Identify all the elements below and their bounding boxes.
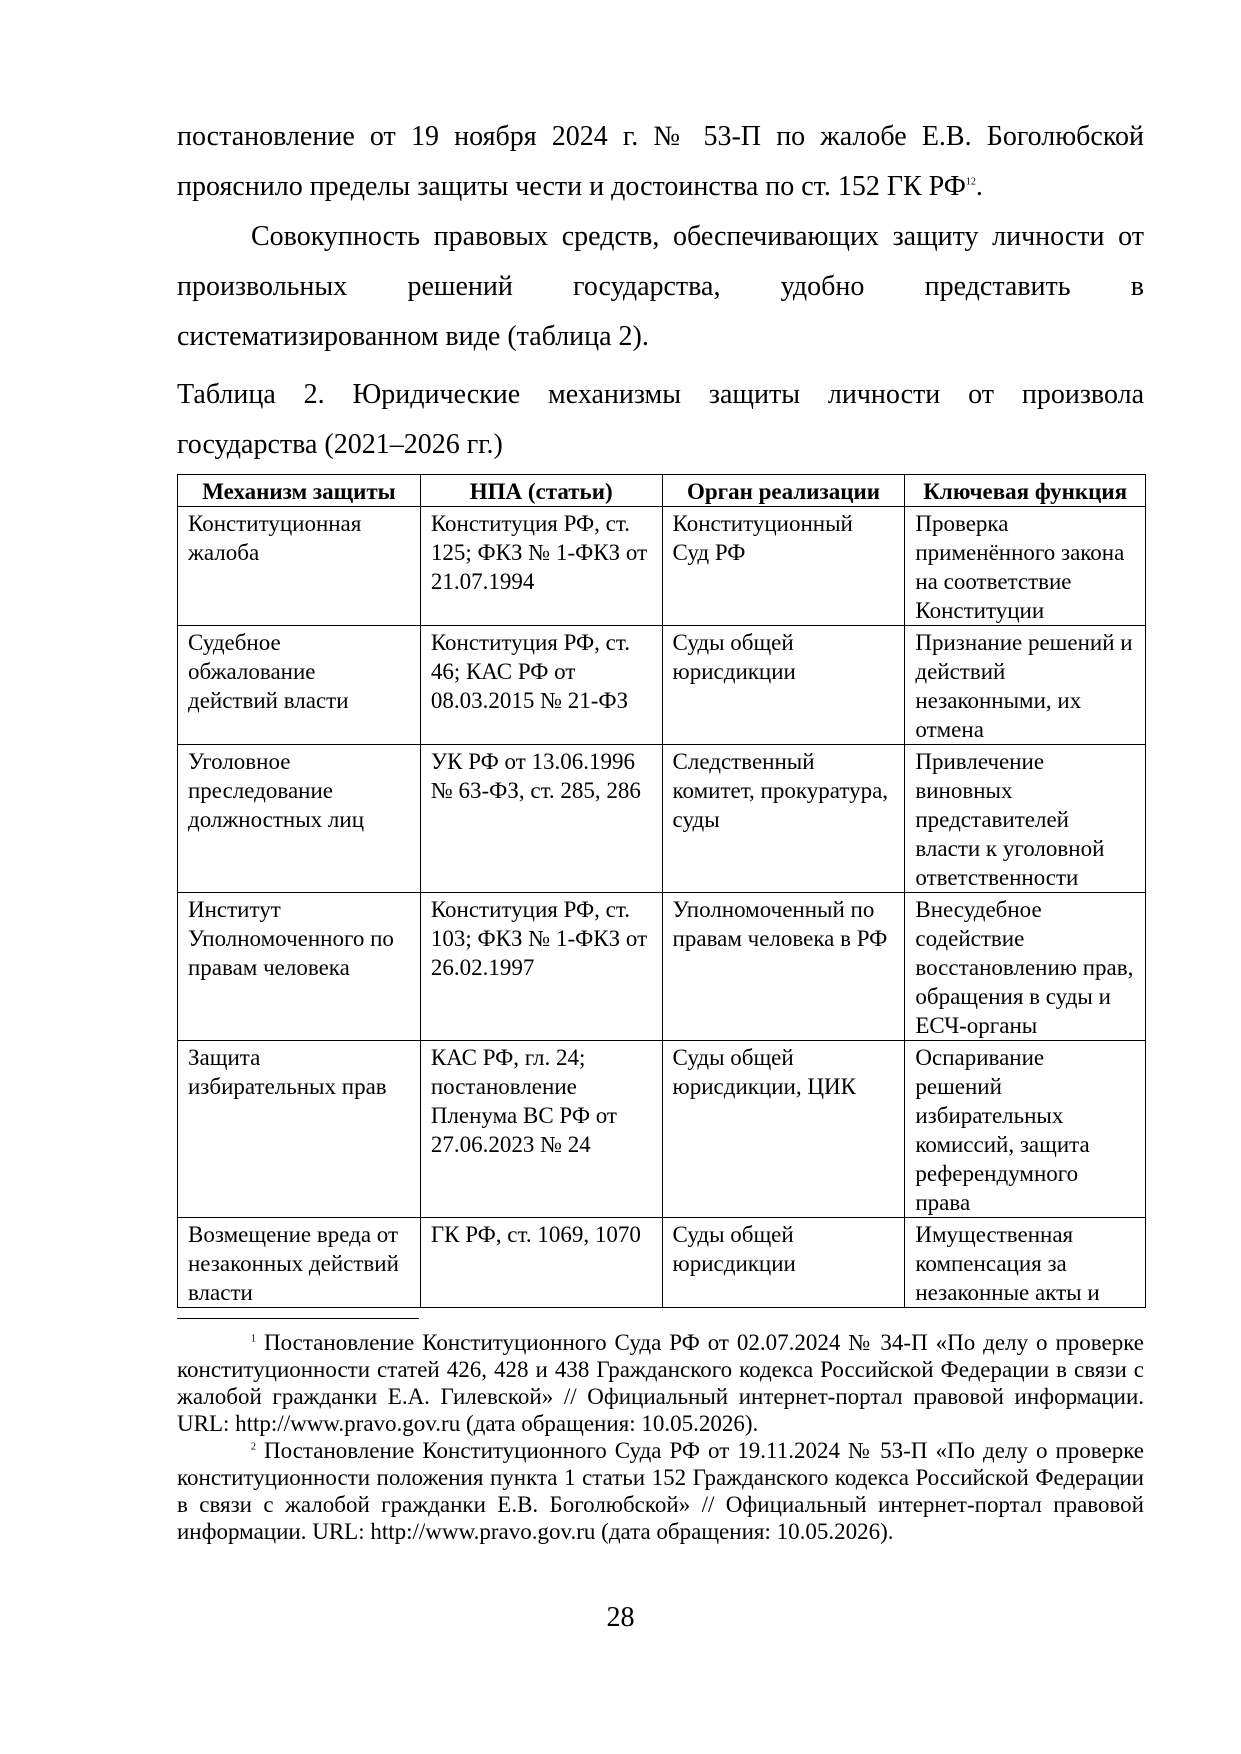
table-cell: Конституция РФ, ст. 125; ФКЗ № 1-ФКЗ от 21.07.1994 — [420, 507, 662, 626]
table-cell: Следственный комитет, прокуратура, суды — [662, 745, 905, 893]
footnote-text: Постановление Конституционного Суда РФ от 02.07.2024 № 34-П «По делу о проверке конституционности статей 426, 428 и 438 Гражданского кодекса Российской Федерации в связи с жалобой гражданки Е.А. Гилевской» // Официальный интернет-портал правовой информации. URL: http://www.pravo.gov.ru (дата обращения: 10.05.2026). — [177, 1330, 1145, 1436]
table-body — [178, 507, 1146, 1308]
table-header-row — [178, 475, 1146, 507]
table-cell: Конституция РФ, ст. 103; ФКЗ № 1-ФКЗ от 26.02.1997 — [420, 893, 662, 1041]
table-cell: Суды общей юрисдикции, ЦИК — [662, 1041, 905, 1218]
table-cell: Судебное обжалование действий власти — [178, 626, 421, 745]
footnote — [177, 1329, 1144, 1437]
footnote-text: Постановление Конституционного Суда РФ от 19.11.2024 № 53-П «По делу о проверке конституционности положения пункта 1 статьи 152 Гражданского кодекса Российской Федерации в связи с жалобой гражданки Е.В. Боголюбской» // Официальный интернет-портал правовой информации. URL: http://www.pravo.gov.ru (дата обращения: 10.05.2026). — [177, 1438, 1145, 1544]
table-cell: Институт Уполномоченного по правам человека — [178, 893, 421, 1041]
table-cell: УК РФ от 13.06.1996 № 63-ФЗ, ст. 285, 286 — [420, 745, 662, 893]
table-cell: Суды общей юрисдикции — [662, 1218, 905, 1308]
table-cell: Возмещение вреда от незаконных действий власти — [178, 1218, 421, 1308]
header-cell: Ключевая функция — [905, 475, 1146, 507]
table-cell: Признание решений и действий незаконными, их отмена — [905, 626, 1146, 745]
table-row — [178, 1041, 1146, 1218]
table-cell: ГК РФ, ст. 1069, 1070 — [420, 1218, 662, 1308]
table-row — [178, 507, 1146, 626]
table-caption: Таблица 2. Юридические механизмы защиты личности от произвола государства (2021–2026 гг.) — [177, 379, 1144, 460]
table-cell: Оспаривание решений избирательных комиссий, защита референдумного права — [905, 1041, 1146, 1218]
footnote — [177, 1437, 1144, 1545]
footnote-mark: 2 — [251, 1441, 256, 1453]
table-cell: Имущественная компенсация за незаконные акты и — [905, 1218, 1146, 1308]
table-row — [178, 893, 1146, 1041]
header-cell: Механизм защиты — [178, 475, 421, 507]
table-row — [178, 626, 1146, 745]
body-paragraph-1 — [177, 112, 1144, 212]
paragraph-end: . — [975, 171, 983, 202]
table-cell: Проверка применённого закона на соответствие Конституции — [905, 507, 1146, 626]
page-number: 28 — [606, 1602, 635, 1633]
header-cell: Орган реализации — [662, 475, 905, 507]
table-cell: Конституция РФ, ст. 46; КАС РФ от 08.03.2015 № 21-ФЗ — [420, 626, 662, 745]
table-cell: КАС РФ, гл. 24; постановление Пленума ВС РФ от 27.06.2023 № 24 — [420, 1041, 662, 1218]
footnote-reference[interactable]: 12 — [965, 176, 976, 188]
table-cell: Суды общей юрисдикции — [662, 626, 905, 745]
footnote-mark: 1 — [251, 1333, 256, 1345]
table-cell: Внесудебное содействие восстановлению прав, обращения в суды и ЕСЧ-органы — [905, 893, 1146, 1041]
mechanisms-table — [177, 474, 1146, 1308]
table-row — [178, 745, 1146, 893]
table-cell: Уполномоченный по правам человека в РФ — [662, 893, 905, 1041]
footnotes — [177, 1329, 1144, 1545]
table-row — [178, 1218, 1146, 1308]
paragraph-text: постановление от 19 ноября 2024 г. № 53-П по жалобе Е.В. Боголюбской прояснило пределы защиты чести и достоинства по ст. 152 ГК РФ — [177, 121, 1144, 202]
table-cell: Уголовное преследование должностных лиц — [178, 745, 421, 893]
footnote-separator — [177, 1318, 419, 1319]
table-cell: Конституционная жалоба — [178, 507, 421, 626]
table-cell: Конституционный Суд РФ — [662, 507, 905, 626]
table-cell: Привлечение виновных представителей власти к уголовной ответственности — [905, 745, 1146, 893]
table-cell: Защита избирательных прав — [178, 1041, 421, 1218]
body-paragraph-2: Совокупность правовых средств, обеспечивающих защиту личности от произвольных решений государства, удобно представить в систематизированном виде (таблица 2). — [177, 221, 1144, 352]
document-page — [177, 112, 1144, 1545]
header-cell: НПА (статьи) — [420, 475, 662, 507]
